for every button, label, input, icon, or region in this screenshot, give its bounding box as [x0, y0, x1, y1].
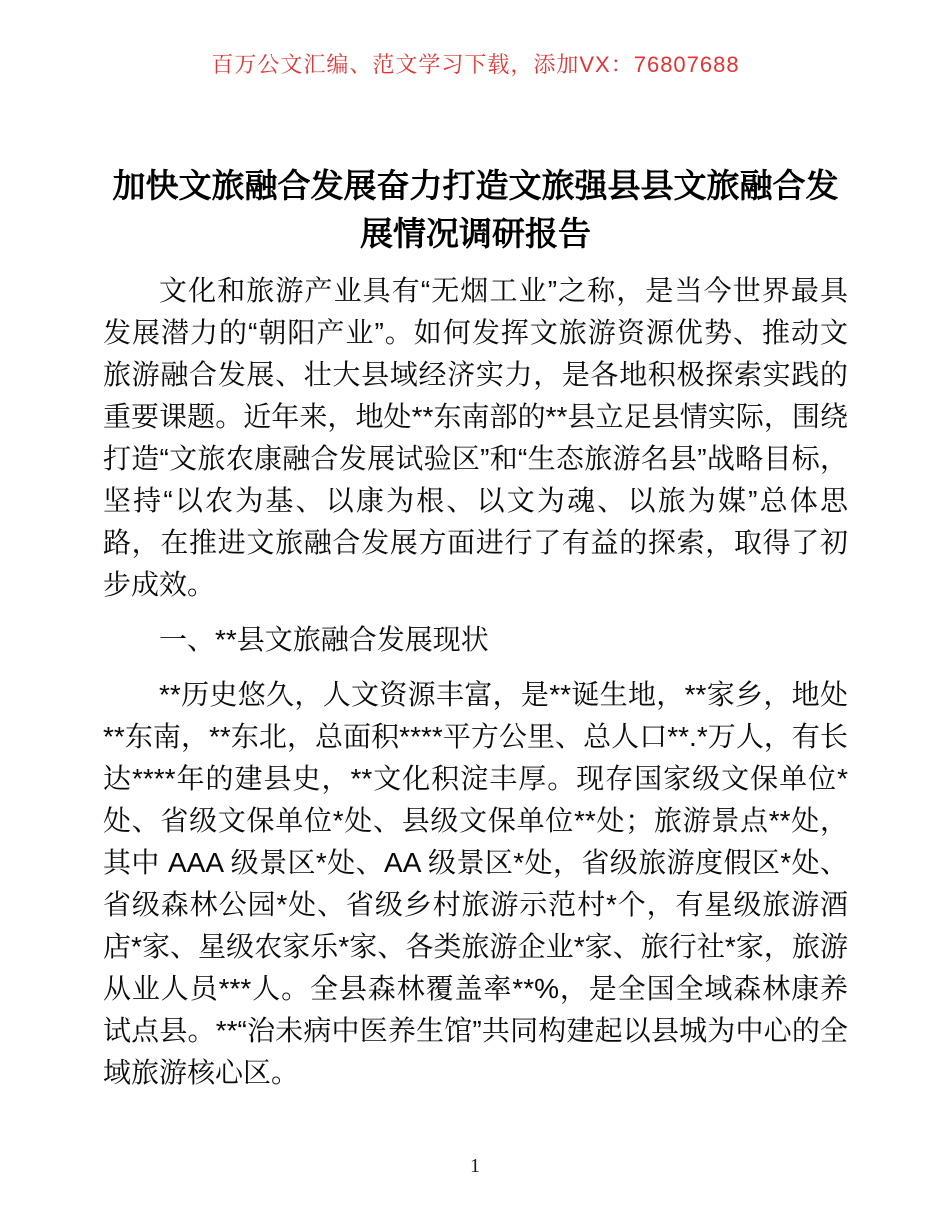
document-title: 加快文旅融合发展奋力打造文旅强县县文旅融合发展情况调研报告: [112, 167, 839, 252]
promo-header-text: 百万公文汇编、范文学习下载，添加VX：76807688: [211, 52, 740, 77]
section-heading: 一、**县文旅融合发展现状: [159, 624, 489, 655]
body-paragraph: **历史悠久，人文资源丰富，是**诞生地，**家乡，地处**东南，**东北，总面积****平方公里、总人口**.*万人，有长达****年的建县史，**文化积淀丰厚。现存国家级文保单位*处、省级文保单位*处、县级文保单位**处；旅游景点**处，其中 AAA 级景区*处、AA 级景区*处，省级旅游度假区*处、省级森林公园*处、省级乡村旅游示范村*个，有星级旅游酒店*家、星级农家乐*家、各类旅游企业*家、旅行社*家，旅游从业人员***人。全县森林覆盖率**%，是全国全域森林康养试点县。**“治未病中医养生馆”共同构建起以县城为中心的全域旅游核心区。: [103, 679, 848, 1088]
document-body: [103, 270, 848, 1094]
body-paragraph: 文化和旅游产业具有“无烟工业”之称，是当今世界最具发展潜力的“朝阳产业”。如何发挥文旅游资源优势、推动文旅游融合发展、壮大县域经济实力，是各地积极探索实践的重要课题。近年来，地处**东南部的**县立足县情实际，围绕打造“文旅农康融合发展试验区”和“生态旅游名县”战略目标，坚持“以农为基、以康为根、以文为魂、以旅为媒”总体思路，在推进文旅融合发展方面进行了有益的探索，取得了初步成效。: [103, 275, 848, 600]
page-number: 1: [470, 1155, 480, 1177]
